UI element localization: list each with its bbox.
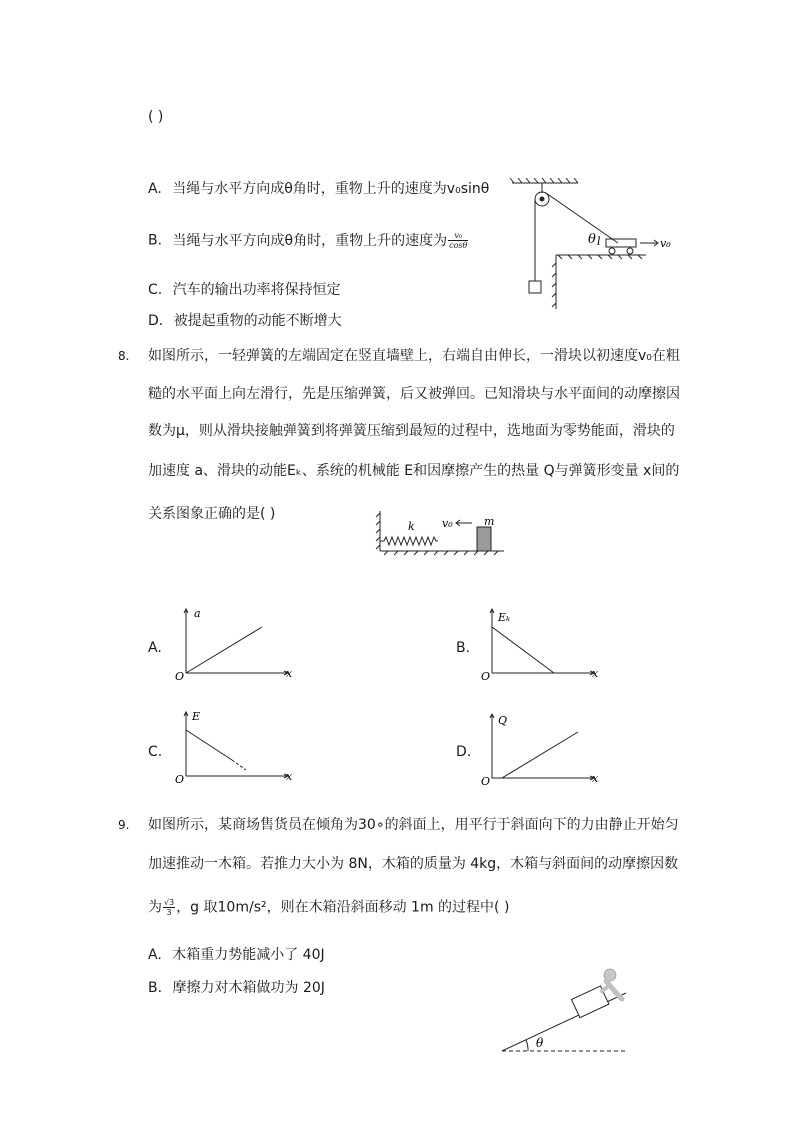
q8-k-label: k xyxy=(408,520,415,533)
q7-v0-label: v₀ xyxy=(660,237,671,250)
q8-graph-d-line xyxy=(502,732,578,778)
q8-graph-b-ylabel: Eₖ xyxy=(498,611,511,624)
q9-option-b-label: B. xyxy=(148,980,163,996)
q7-option-d-label: D. xyxy=(148,313,164,329)
q9-line-3-prefix: 为 xyxy=(148,899,162,916)
q7-option-b xyxy=(148,231,469,250)
q9-number: 9. xyxy=(118,818,130,832)
q8-graph-a-label: A. xyxy=(148,640,162,656)
q9-line-3 xyxy=(148,898,509,917)
q9-line-3-suffix: ，g 取10m/s²，则在木箱沿斜面移动 1m 的过程中( ) xyxy=(176,899,510,916)
q8-graph-a-line xyxy=(186,627,262,673)
q7-option-a-label: A. xyxy=(148,181,162,197)
q7-pulley-figure xyxy=(500,175,680,315)
q9-option-a-text: 木箱重力势能减小了 40J xyxy=(172,947,325,963)
q8-graph-d-label: D. xyxy=(456,744,472,760)
q8-spring-figure xyxy=(372,505,512,560)
q8-graph-a-xlabel: x xyxy=(286,667,293,680)
q8-line-4: 加速度 a、滑块的动能Eₖ、系统的机械能 E和因摩擦产生的热量 Q与弹簧形变量 x间的 xyxy=(148,463,680,479)
q7-option-d-text: 被提起重物的动能不断增大 xyxy=(173,313,342,329)
q7-theta-label: θ xyxy=(588,232,596,247)
q7-bracket: ( ) xyxy=(148,109,164,125)
q9-option-a xyxy=(148,946,325,964)
q8-graph-c xyxy=(172,708,297,788)
q9-option-a-label: A. xyxy=(148,947,162,963)
q8-graph-d-ylabel: Q xyxy=(498,714,508,727)
q7-frac-denominator: cosθ xyxy=(449,241,468,250)
q9-option-b-text: 摩擦力对木箱做功为 20J xyxy=(172,980,325,996)
person-pushing-icon xyxy=(602,969,622,999)
q9-frac-denominator: 3 xyxy=(166,908,172,917)
q8-number: 8. xyxy=(118,349,130,363)
q9-option-b xyxy=(148,979,325,997)
q8-graph-c-ylabel: E xyxy=(192,710,201,723)
q8-graph-c-line xyxy=(186,730,232,760)
q8-graph-d-origin: O xyxy=(481,775,491,788)
q8-graph-b xyxy=(478,605,603,685)
q9-theta-label: θ xyxy=(536,1036,544,1050)
q7-option-b-fraction xyxy=(448,231,468,250)
q7-option-c xyxy=(148,281,341,299)
q8-graph-d-xlabel: x xyxy=(592,772,599,785)
q8-v0-label: v₀ xyxy=(442,517,453,530)
q7-option-a xyxy=(148,180,489,198)
q9-frac-numerator: √3 xyxy=(164,898,175,907)
q9-line-1: 如图所示，某商场售货员在倾角为30∘的斜面上，用平行于斜面向下的力由静止开始匀 xyxy=(148,817,679,833)
q8-graph-b-origin: O xyxy=(481,670,491,683)
q9-mu-fraction xyxy=(163,898,175,917)
q8-graph-a xyxy=(172,605,297,685)
q8-graph-c-dashed xyxy=(232,760,246,770)
q8-graph-b-label: B. xyxy=(456,640,471,656)
q7-option-c-text: 汽车的输出功率将保持恒定 xyxy=(172,282,341,298)
q8-graph-d xyxy=(478,710,603,790)
q9-incline-figure xyxy=(498,965,633,1057)
q8-line-3: 数为μ，则从滑块接触弹簧到将弹簧压缩到最短的过程中，选地面为零势能面，滑块的 xyxy=(148,423,675,439)
q7-option-a-text: 当绳与水平方向成θ角时，重物上升的速度为v₀sinθ xyxy=(172,181,490,197)
q7-option-b-label: B. xyxy=(148,232,163,249)
q9-line-2: 加速推动一木箱。若推力大小为 8N，木箱的质量为 4kg，木箱与斜面间的动摩擦因数 xyxy=(148,856,679,872)
q8-graph-b-line xyxy=(492,627,554,673)
q8-graph-a-ylabel: a xyxy=(194,607,201,620)
q7-frac-numerator: v₀ xyxy=(448,231,468,241)
q8-graph-c-origin: O xyxy=(175,773,185,786)
q8-line-1: 如图所示，一轻弹簧的左端固定在竖直墙壁上，右端自由伸长，一滑块以初速度v₀在粗 xyxy=(148,348,680,364)
q8-line-2: 糙的水平面上向左滑行，先是压缩弹簧，后又被弹回。已知滑块与水平面间的动摩擦因 xyxy=(148,386,680,402)
q7-option-c-label: C. xyxy=(148,282,163,298)
q8-graph-a-origin: O xyxy=(175,670,185,683)
q8-graph-c-xlabel: x xyxy=(286,770,293,783)
q8-m-label: m xyxy=(484,515,495,528)
q7-option-d xyxy=(148,312,342,330)
q8-graph-b-xlabel: x xyxy=(592,667,599,680)
q7-option-b-text: 当绳与水平方向成θ角时，重物上升的速度为 xyxy=(172,232,448,249)
q8-line-5: 关系图象正确的是( ) xyxy=(148,506,276,522)
q7-l-label: l xyxy=(597,235,601,248)
q8-graph-c-label: C. xyxy=(148,744,163,760)
